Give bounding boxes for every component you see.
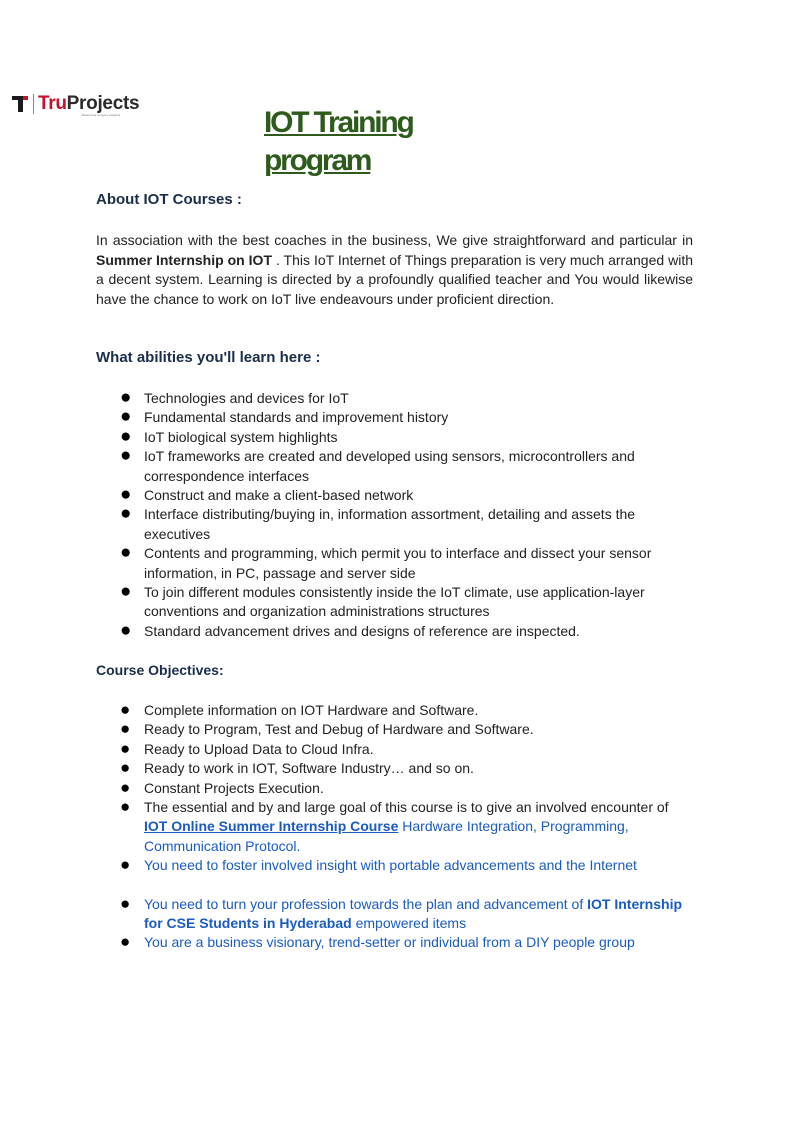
bullet-icon: ●: [120, 503, 132, 525]
summer-internship-text: Summer Internship on IOT: [96, 251, 272, 268]
list-item: ● Ready to Program, Test and Debug of Hardware and Software.: [120, 719, 534, 739]
bullet-icon: ●: [120, 387, 132, 408]
logo-tagline: Real-time project experts: [82, 113, 121, 117]
bullet-icon: ●: [120, 758, 131, 778]
truprojects-logo: [12, 93, 140, 117]
list-item: ● IoT biological system highlights: [120, 425, 338, 447]
bullet-icon: ●: [120, 406, 132, 428]
bullet-icon: ●: [120, 855, 131, 875]
list-item: ● Complete information on IOT Hardware and Software.: [120, 700, 479, 719]
list-item: ● Standard advancement drives and designs of reference are inspected.: [120, 619, 580, 641]
list-item: ● You are a business visionary, trend-setter or individual from a DIY people group: [120, 932, 635, 952]
about-paragraph: In association with the best coaches in the business, We give straightforward and particular in Summer Internship on IOT . This IoT Internet of Things preparation is very much arranged with a decent system. Learning is directed by a profoundly qualified teacher and You would likewise have the chance to work on IoT live endeavours under proficient direction.: [96, 232, 693, 307]
abilities-list: [120, 387, 704, 641]
list-spacer: [144, 876, 704, 895]
list-item: ● Constant Projects Execution.: [120, 777, 324, 797]
list-item: ● IoT frameworks are created and developed using sensors, microcontrollers and correspondence interfaces: [120, 445, 635, 484]
bullet-icon: ●: [120, 700, 131, 719]
bullet-icon: ●: [120, 619, 132, 641]
bullet-icon: ●: [120, 719, 131, 739]
list-item: ● The essential and by and large goal of this course is to give an involved encounter of IOT Online Summer Internship Course Hardware Integration, Programming, Communication Protocol.: [120, 797, 669, 854]
list-item: ● To join different modules consistently inside the IoT climate, use application-layer conventions and organization administrations structures: [120, 581, 645, 620]
iot-online-summer-internship-link[interactable]: IOT Online Summer Internship Course: [144, 818, 399, 835]
logo-wordmark: TruProjects: [38, 93, 140, 114]
bullet-icon: ●: [120, 445, 132, 467]
logo-divider: [33, 94, 34, 114]
page-title: [264, 104, 524, 180]
bullet-icon: ●: [120, 932, 131, 952]
list-item: ● Ready to Upload Data to Cloud Infra.: [120, 738, 374, 758]
list-item: ● Interface distributing/buying in, information assortment, detailing and assets the executives: [120, 503, 636, 542]
title-line-1: IOT Training: [264, 106, 413, 139]
list-item: ● Fundamental standards and improvement history: [120, 406, 449, 428]
iot-internship-cse-text: IOT Internship for CSE Students in Hyderabad: [144, 895, 683, 932]
bullet-icon: ●: [120, 738, 131, 758]
list-item: ● You need to turn your profession towards the plan and advancement of IOT Internship for CSE Students in Hyderabad empowered items: [120, 893, 683, 932]
list-item: ● Ready to work in IOT, Software Industry… and so on.: [120, 758, 474, 778]
list-item: ● Contents and programming, which permit you to interface and dissect your sensor information, in PC, passage and server side: [120, 542, 652, 581]
bullet-icon: ●: [120, 542, 132, 564]
list-item: ● Construct and make a client-based network: [120, 484, 414, 506]
bullet-icon: ●: [120, 797, 131, 817]
objectives-list: [120, 700, 704, 953]
title-line-2: program: [264, 144, 371, 177]
bullet-icon: ●: [120, 425, 132, 447]
objectives-heading: Course Objectives:: [96, 662, 224, 678]
bullet-icon: ●: [120, 893, 131, 913]
about-heading: About IOT Courses :: [96, 191, 242, 208]
bullet-icon: ●: [120, 777, 131, 797]
list-item: ● Technologies and devices for IoT: [120, 387, 349, 408]
list-item: ● You need to foster involved insight with portable advancements and the Internet: [120, 855, 637, 875]
logo-t-icon: [12, 94, 28, 114]
abilities-heading: What abilities you'll learn here :: [96, 349, 321, 366]
bullet-icon: ●: [120, 581, 132, 603]
bullet-icon: ●: [120, 484, 132, 506]
